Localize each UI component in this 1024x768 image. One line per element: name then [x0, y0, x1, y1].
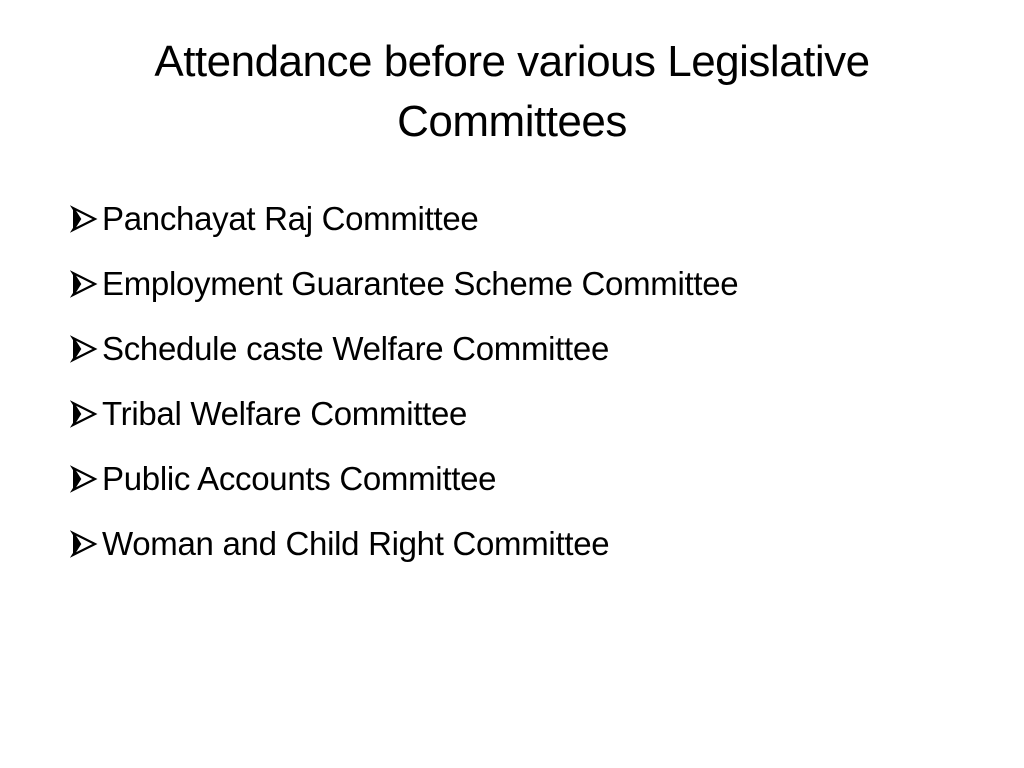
list-item: [70, 316, 970, 381]
list-item: [70, 186, 970, 251]
bullet-label: Employment Guarantee Scheme Committee: [102, 264, 739, 302]
arrowhead-bullet-icon: [70, 465, 98, 493]
arrowhead-bullet-icon: [70, 530, 98, 558]
list-item: [70, 446, 970, 511]
bullet-list: [70, 186, 970, 576]
bullet-label: Tribal Welfare Committee: [102, 394, 468, 432]
bullet-label: Woman and Child Right Committee: [102, 524, 610, 562]
bullet-label: Schedule caste Welfare Committee: [102, 329, 610, 367]
list-item: [70, 511, 970, 576]
list-item: [70, 251, 970, 316]
bullet-label: Public Accounts Committee: [102, 459, 497, 497]
arrowhead-bullet-icon: [70, 205, 98, 233]
arrowhead-bullet-icon: [70, 335, 98, 363]
list-item: [70, 381, 970, 446]
bullet-label: Panchayat Raj Committee: [102, 199, 479, 237]
arrowhead-bullet-icon: [70, 270, 98, 298]
slide-title: Attendance before various Legislative Committees: [154, 37, 870, 146]
arrowhead-bullet-icon: [70, 400, 98, 428]
